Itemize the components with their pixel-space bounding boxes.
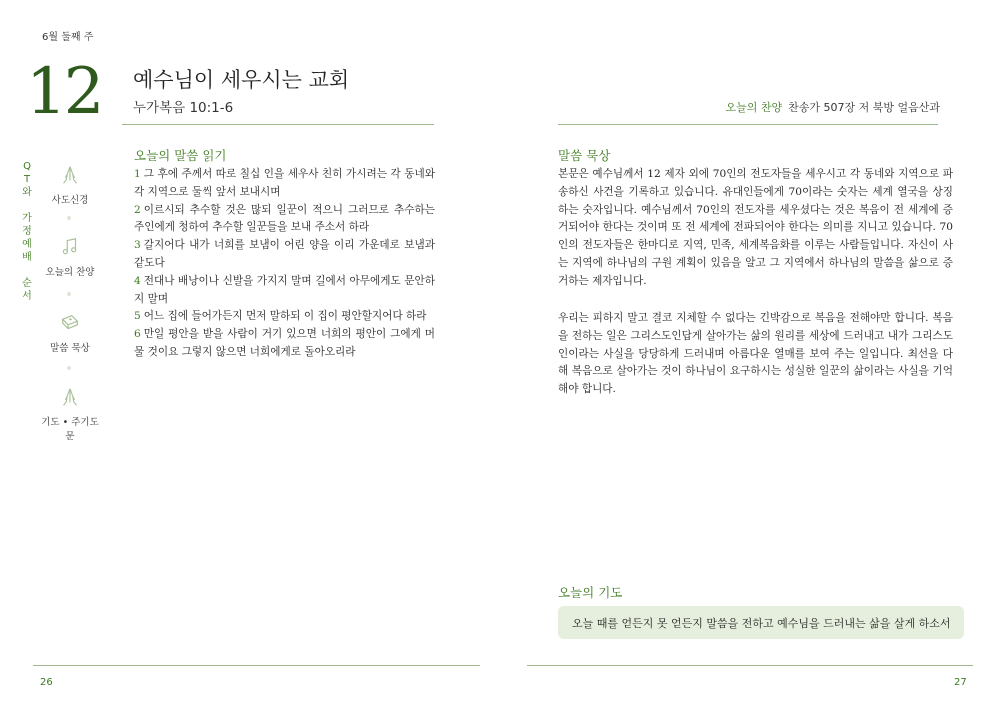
title-divider-right (558, 124, 938, 125)
nav-todays-hymn (40, 236, 100, 278)
praying-hands-icon (59, 164, 81, 186)
scripture-reference: 누가복음 10:1-6 (133, 100, 234, 116)
verse-text: 이르시되 추수할 것은 많되 일꾼이 적으니 그러므로 추수하는 주인에게 청하여 추수할 일꾼들을 보내 주소서 하라 (134, 203, 435, 234)
verse-text: 어느 집에 들어가든지 먼저 말하되 이 집이 평안할지어다 하라 (143, 310, 427, 323)
title-divider-left (122, 124, 434, 125)
page-number-left: 26 (40, 677, 53, 688)
hymn-label: 오늘의 찬양 (725, 101, 783, 114)
reading-section-title: 오늘의 말씀 읽기 (134, 148, 227, 163)
verse-text: 만일 평안을 받을 사람이 거기 있으면 너희의 평안이 그에게 머물 것이요 그렇지 않으면 너희에게로 돌아오리라 (134, 328, 435, 358)
verse (134, 326, 435, 362)
verse-number: 5 (134, 310, 141, 323)
nav-prayer-lords-prayer (40, 386, 100, 442)
footer-rule-right (527, 665, 973, 666)
qt-order-vertical-title (20, 160, 34, 303)
nav-word-meditation (40, 312, 100, 354)
nav-separator-dot (67, 216, 71, 220)
reading-verses (134, 166, 435, 362)
verse-text: 갈지어다 내가 너희를 보냄이 어린 양을 이리 가운데로 보냄과 같도다 (134, 239, 435, 269)
vertical-char: 가 (22, 213, 32, 224)
nav-label: 사도신경 (51, 195, 89, 206)
prayer-text: 오늘 때를 얻든지 못 얻든지 말씀을 전하고 예수님을 드러내는 삶을 살게 하소서 (572, 617, 951, 630)
vertical-char: 서 (22, 291, 32, 302)
nav-label: 말씀 묵상 (50, 343, 90, 354)
vertical-char: T (23, 174, 31, 185)
footer-rule-left (33, 665, 480, 666)
verse-number: 2 (134, 203, 141, 216)
meditation-paragraph: 본문은 예수님께서 12 제자 외에 70인의 전도자들을 세우시고 각 동네와 지역으로 파송하신 사건을 기록하고 있습니다. 유대인들에게 70이라는 숫자는 세계 열국을 상징하는 숫자입니다. 예수님께서 70인의 전도자를 세우셨다는 것은 복음이 전 세계에 증거되어야 한다는 것이며 또 전 세계에 전파되어야 한다는 의미를 지니고 있습니다. 70인의 전도자들은 한마디로 지역, 민족, 세계복음화를 이루는 사람들입니다. 자신이 사는 지역에 하나님의 구원 계획이 있음을 알고 그 지역에서 하나님의 말씀을 삶으로 증거하는 제자입니다. (558, 168, 953, 287)
nav-separator-dot (67, 292, 71, 296)
music-note-icon (59, 236, 81, 258)
page-number-right: 27 (954, 677, 967, 688)
verse (134, 166, 435, 202)
nav-label: 오늘의 찬양 (45, 267, 95, 278)
vertical-char: 정 (22, 226, 32, 237)
prayer-section-title: 오늘의 기도 (558, 585, 623, 600)
nav-label: 기도 • 주기도문 (41, 417, 99, 442)
vertical-char (20, 199, 34, 212)
verse-number: 3 (134, 239, 141, 252)
verse-number: 6 (134, 328, 141, 341)
verse (134, 202, 435, 238)
vertical-char (20, 264, 34, 277)
vertical-char: 예 (22, 239, 32, 250)
vertical-char: Q (23, 161, 31, 172)
nav-separator-dot (67, 366, 71, 370)
meditation-paragraph: 우리는 피하지 말고 결코 지체할 수 없다는 긴박감으로 복음을 전해야만 합니다. 복음을 전하는 일은 그리스도인답게 살아가는 삶의 원리를 세상에 드러내고 내가 그리스도인이라는 사실을 당당하게 드러내며 아름다운 열매를 보여 주는 일입니다. 최선을 다해 복음으로 살아가는 것이 하나님이 요구하시는 성실한 일꾼의 삶이라는 사실을 기억해야 합니다. (558, 312, 953, 396)
week-label: 6월 둘째 주 (42, 32, 94, 43)
verse-number: 1 (134, 168, 141, 180)
vertical-char: 와 (22, 187, 32, 198)
verse (134, 273, 435, 309)
verse (134, 237, 435, 273)
praying-hands-icon (59, 386, 81, 408)
verse-text: 그 후에 주께서 따로 칠십 인을 세우사 친히 가시려는 각 동네와 각 지역으로 둘씩 앞서 보내시며 (134, 168, 435, 198)
nav-apostles-creed (40, 164, 100, 206)
meditation-section-title: 말씀 묵상 (558, 148, 611, 163)
verse (134, 308, 435, 326)
page-title: 예수님이 세우시는 교회 (133, 68, 350, 92)
verse-text: 전대나 배낭이나 신발을 가지지 말며 길에서 아무에게도 문안하지 말며 (134, 274, 435, 305)
bible-book-icon (59, 312, 81, 334)
hymn-info (725, 99, 940, 115)
verse-number: 4 (134, 274, 141, 287)
day-number: 12 (26, 55, 102, 129)
hymn-text: 찬송가 507장 저 북방 얼음산과 (788, 101, 940, 114)
vertical-char: 순 (22, 278, 32, 289)
vertical-char: 배 (22, 252, 32, 263)
